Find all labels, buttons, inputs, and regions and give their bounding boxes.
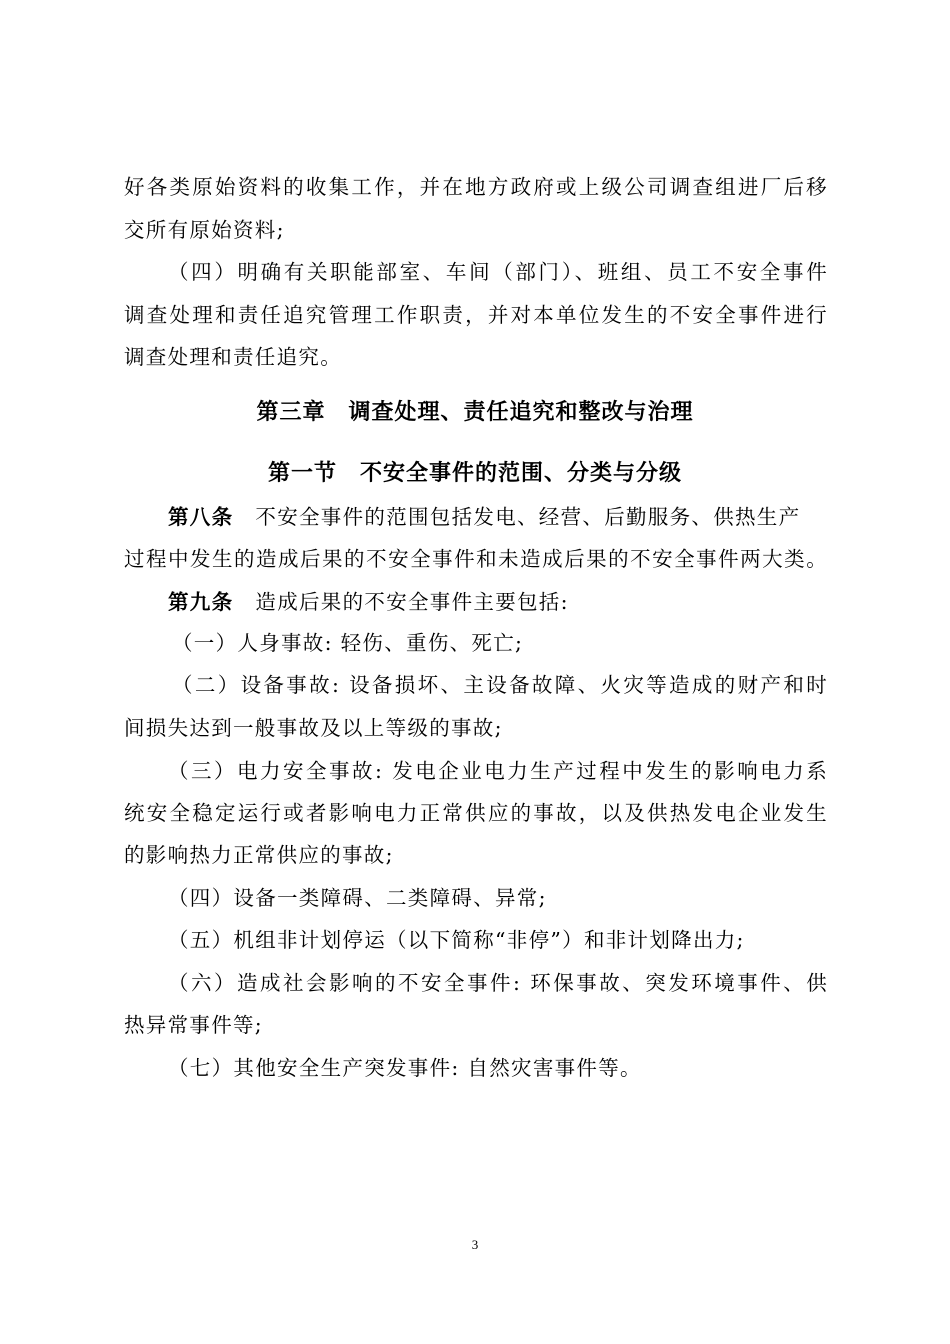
list-item: （七）其他安全生产突发事件: 自然灾害事件等。 bbox=[168, 1056, 642, 1080]
list-item-continuation: 热异常事件等; bbox=[124, 1013, 264, 1037]
list-item-continuation: 的影响热力正常供应的事故; bbox=[124, 843, 394, 867]
list-item: （六）造成社会影响的不安全事件: 环保事故、突发环境事件、供 bbox=[168, 971, 828, 995]
article-8-line bbox=[168, 502, 828, 532]
article-9-label: 第九条 bbox=[168, 590, 234, 614]
paragraph-line: 好各类原始资料的收集工作，并在地方政府或上级公司调查组进厂后移 bbox=[124, 175, 828, 199]
paragraph-line: 调查处理和责任追究。 bbox=[124, 345, 342, 369]
chapter-heading: 第三章 调查处理、责任追究和整改与治理 bbox=[256, 400, 694, 425]
list-item: （三）电力安全事故: 发电企业电力生产过程中发生的影响电力系 bbox=[168, 759, 828, 783]
list-item: （二）设备事故: 设备损坏、主设备故障、火灾等造成的财产和时 bbox=[172, 673, 828, 697]
paragraph-line: 调查处理和责任追究管理工作职责，并对本单位发生的不安全事件进行 bbox=[124, 303, 828, 327]
article-9-text: 造成后果的不安全事件主要包括: bbox=[255, 590, 569, 614]
section-heading: 第一节 不安全事件的范围、分类与分级 bbox=[267, 461, 682, 486]
paragraph-line: 交所有原始资料; bbox=[124, 218, 285, 242]
article-8-label: 第八条 bbox=[168, 505, 234, 529]
article-8-text: 不安全事件的范围包括发电、经营、后勤服务、供热生产 bbox=[255, 505, 801, 529]
list-item: （四）设备一类障碍、二类障碍、异常; bbox=[168, 886, 547, 910]
list-item: （五）机组非计划停运（以下简称“非停”）和非计划降出力; bbox=[168, 928, 745, 952]
paragraph-line: 过程中发生的造成后果的不安全事件和未造成后果的不安全事件两大类。 bbox=[124, 547, 828, 571]
list-item-continuation: 间损失达到一般事故及以上等级的事故; bbox=[124, 716, 503, 740]
article-9-line bbox=[168, 587, 828, 617]
list-item: （一）人身事故: 轻伤、重伤、死亡; bbox=[172, 631, 524, 655]
page-number: 3 bbox=[471, 1237, 479, 1252]
list-item-continuation: 统安全稳定运行或者影响电力正常供应的事故，以及供热发电企业发生 bbox=[124, 801, 828, 825]
paragraph-line: （四）明确有关职能部室、车间（部门）、班组、员工不安全事件 bbox=[168, 260, 828, 284]
